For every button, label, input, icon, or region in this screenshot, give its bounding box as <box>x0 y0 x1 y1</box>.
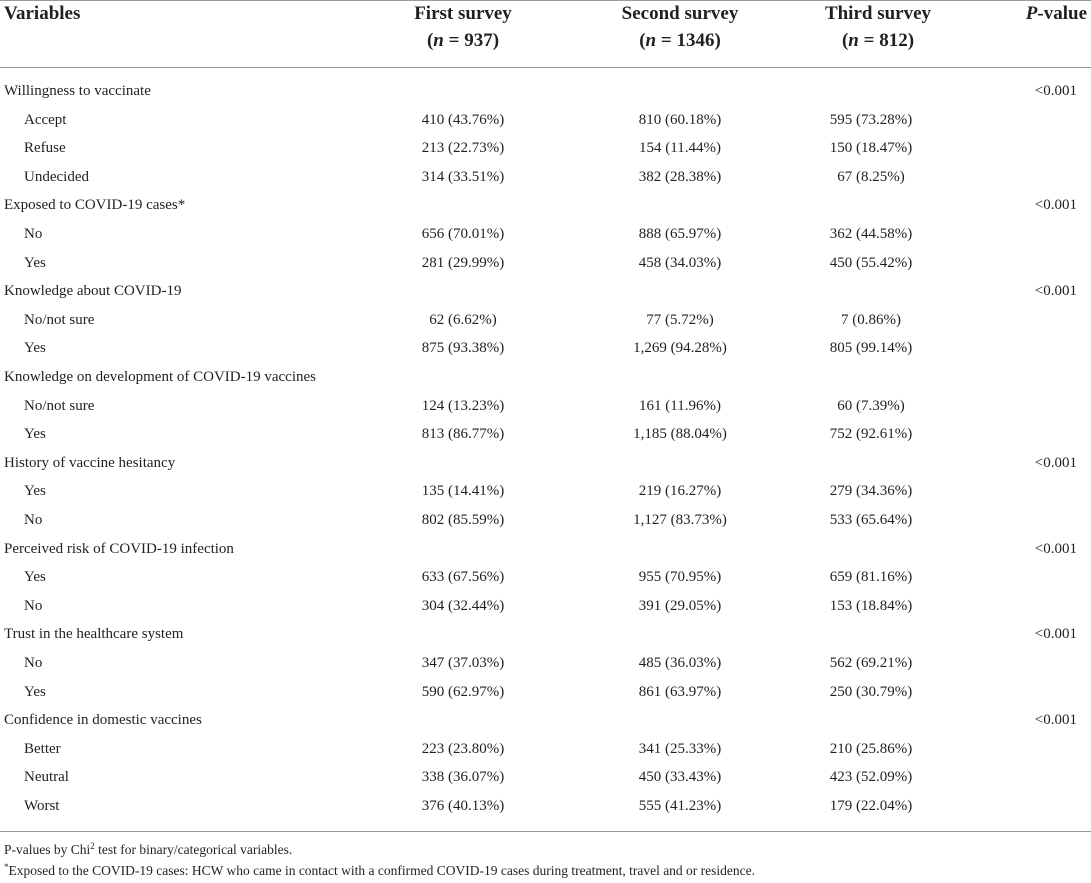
header-first-n: (n = 937) <box>426 30 500 51</box>
table-row <box>0 306 1091 335</box>
header-variables: Variables <box>4 3 81 24</box>
row-label: No/not sure <box>24 397 95 414</box>
p-value: <0.001 <box>1034 83 1077 99</box>
table-row <box>0 763 1091 792</box>
second-n-value: 1346 <box>676 30 715 51</box>
third-survey-value: 659 (81.16%) <box>829 569 913 586</box>
table-row <box>0 563 1091 592</box>
second-survey-value: 219 (16.27%) <box>638 483 722 500</box>
first-survey-value: 875 (93.38%) <box>421 340 505 357</box>
third-survey-value: 150 (18.47%) <box>829 140 913 157</box>
header-third-survey <box>768 0 988 54</box>
second-survey-value: 391 (29.05%) <box>638 597 722 614</box>
table-row <box>0 220 1091 249</box>
footnote-exposed <box>4 863 755 879</box>
third-survey-value: 250 (30.79%) <box>829 683 913 700</box>
table-row <box>0 649 1091 678</box>
third-survey-value: 362 (44.58%) <box>829 226 913 242</box>
first-survey-value: 135 (14.41%) <box>421 483 505 500</box>
table-row <box>0 735 1091 764</box>
first-survey-value: 223 (23.80%) <box>421 740 505 757</box>
row-label: No/not sure <box>24 311 95 328</box>
third-n-value: 812 <box>879 30 908 51</box>
row-label: Exposed to COVID-19 cases* <box>4 197 186 214</box>
row-label: Worst <box>24 798 60 814</box>
row-label: No <box>24 226 43 242</box>
p-value: <0.001 <box>1034 712 1077 729</box>
third-survey-value: 562 (69.21%) <box>829 655 913 671</box>
second-survey-value: 450 (33.43%) <box>638 769 722 786</box>
p-value: <0.001 <box>1034 626 1077 643</box>
table-group-row <box>0 363 1091 392</box>
first-survey-value: 813 (86.77%) <box>421 426 505 443</box>
row-label: No <box>24 597 43 614</box>
footnote-pvalues-post: test for binary/categorical variables. <box>94 842 293 857</box>
row-label: Neutral <box>24 769 69 786</box>
table-row <box>0 334 1091 363</box>
second-survey-value: 1,185 (88.04%) <box>633 426 727 443</box>
first-survey-value: 410 (43.76%) <box>421 111 505 128</box>
first-survey-value: 802 (85.59%) <box>421 512 505 528</box>
table-row <box>0 592 1091 621</box>
first-survey-value: 124 (13.23%) <box>421 397 505 414</box>
first-survey-value: 590 (62.97%) <box>421 683 505 700</box>
row-label: Knowledge on development of COVID-19 vaccines <box>4 369 316 385</box>
row-label: Accept <box>24 111 67 128</box>
second-survey-value: 161 (11.96%) <box>639 397 721 414</box>
row-label: Yes <box>24 254 46 271</box>
table-row <box>0 163 1091 192</box>
header-second-survey <box>570 0 790 54</box>
pvalue-p: P <box>1025 3 1038 24</box>
table-row <box>0 678 1091 707</box>
first-survey-value: 376 (40.13%) <box>421 798 505 814</box>
first-survey-value: 347 (37.03%) <box>421 655 505 671</box>
row-label: Better <box>24 740 61 757</box>
table-row <box>0 477 1091 506</box>
table-group-row <box>0 535 1091 564</box>
n-label: n <box>848 30 859 51</box>
header-third-n: (n = 812) <box>841 30 915 51</box>
table-group-row <box>0 620 1091 649</box>
first-survey-value: 62 (6.62%) <box>429 311 497 328</box>
table-group-row <box>0 191 1091 220</box>
second-survey-value: 955 (70.95%) <box>638 569 722 586</box>
bottom-rule <box>0 831 1091 832</box>
p-value: <0.001 <box>1034 540 1077 557</box>
p-value: <0.001 <box>1034 197 1077 214</box>
second-survey-value: 1,269 (94.28%) <box>633 340 727 357</box>
row-label: Yes <box>24 569 46 586</box>
second-survey-value: 1,127 (83.73%) <box>633 512 727 528</box>
p-value: <0.001 <box>1034 454 1077 471</box>
table-row <box>0 134 1091 163</box>
row-label: Refuse <box>24 140 66 157</box>
p-value: <0.001 <box>1034 283 1077 300</box>
footnote-exposed-mark: * <box>4 862 9 872</box>
footnote-pvalues-sup: 2 <box>90 841 95 851</box>
row-label: History of vaccine hesitancy <box>4 454 176 471</box>
second-survey-value: 458 (34.03%) <box>638 254 722 271</box>
third-survey-value: 67 (8.25%) <box>837 168 905 185</box>
header-second-n: (n = 1346) <box>639 30 721 51</box>
table-group-row <box>0 449 1091 478</box>
third-survey-value: 752 (92.61%) <box>829 426 913 443</box>
header-second-title: Second survey <box>621 3 739 24</box>
third-survey-value: 279 (34.36%) <box>829 483 913 500</box>
row-label: Knowledge about COVID-19 <box>4 283 182 300</box>
second-survey-value: 861 (63.97%) <box>638 683 722 700</box>
second-survey-value: 77 (5.72%) <box>646 311 714 328</box>
third-survey-value: 179 (22.04%) <box>829 798 913 814</box>
second-survey-value: 888 (65.97%) <box>638 226 722 242</box>
first-survey-value: 304 (32.44%) <box>421 597 505 614</box>
row-label: Undecided <box>24 168 89 185</box>
first-survey-value: 633 (67.56%) <box>421 569 505 586</box>
header-pvalue <box>1026 0 1087 27</box>
footnote-pvalues-pre: P-values by Chi <box>4 842 91 857</box>
row-label: Yes <box>24 683 46 700</box>
table-group-row <box>0 277 1091 306</box>
third-survey-value: 533 (65.64%) <box>829 512 913 528</box>
row-label: Yes <box>24 340 46 357</box>
third-survey-value: 423 (52.09%) <box>829 769 913 786</box>
row-label: Yes <box>24 426 46 443</box>
third-survey-value: 153 (18.84%) <box>829 597 913 614</box>
header-rule <box>0 67 1091 68</box>
table-row <box>0 106 1091 135</box>
second-survey-value: 382 (28.38%) <box>638 168 722 185</box>
table-group-row <box>0 77 1091 106</box>
row-label: No <box>24 512 43 528</box>
table-row <box>0 506 1091 535</box>
row-label: Perceived risk of COVID-19 infection <box>4 540 234 557</box>
first-survey-value: 213 (22.73%) <box>421 140 505 157</box>
header-first-title: First survey <box>414 3 512 24</box>
row-label: Confidence in domestic vaccines <box>4 712 202 729</box>
second-survey-value: 485 (36.03%) <box>638 655 722 671</box>
table-row <box>0 392 1091 421</box>
third-survey-value: 595 (73.28%) <box>829 111 913 128</box>
table-row <box>0 420 1091 449</box>
row-label: Yes <box>24 483 46 500</box>
table-group-row <box>0 706 1091 735</box>
third-survey-value: 450 (55.42%) <box>829 254 913 271</box>
header-third-title: Third survey <box>824 3 932 24</box>
second-survey-value: 341 (25.33%) <box>638 740 722 757</box>
row-label: No <box>24 655 43 671</box>
table-row <box>0 792 1091 821</box>
footnote-exposed-text: Exposed to the COVID-19 cases: HCW who came in contact with a confirmed COVID-19 cases during treatment, travel and or residence. <box>8 863 756 878</box>
second-survey-value: 810 (60.18%) <box>638 111 722 128</box>
first-survey-value: 338 (36.07%) <box>421 769 505 786</box>
n-label: n <box>433 30 444 51</box>
first-survey-value: 656 (70.01%) <box>421 226 505 242</box>
n-label: n <box>645 30 657 51</box>
first-n-value: 937 <box>464 30 493 51</box>
header-first-survey <box>353 0 573 54</box>
row-label: Willingness to vaccinate <box>4 83 151 99</box>
footnote-pvalues <box>4 842 292 858</box>
pvalue-rest: -value <box>1037 3 1087 24</box>
second-survey-value: 154 (11.44%) <box>639 140 721 157</box>
first-survey-value: 314 (33.51%) <box>421 168 505 185</box>
row-label: Trust in the healthcare system <box>4 626 184 643</box>
first-survey-value: 281 (29.99%) <box>421 254 505 271</box>
third-survey-value: 210 (25.86%) <box>829 740 913 757</box>
third-survey-value: 805 (99.14%) <box>829 340 913 357</box>
third-survey-value: 7 (0.86%) <box>841 311 901 328</box>
third-survey-value: 60 (7.39%) <box>837 397 905 414</box>
second-survey-value: 555 (41.23%) <box>638 798 722 814</box>
table-row <box>0 249 1091 278</box>
